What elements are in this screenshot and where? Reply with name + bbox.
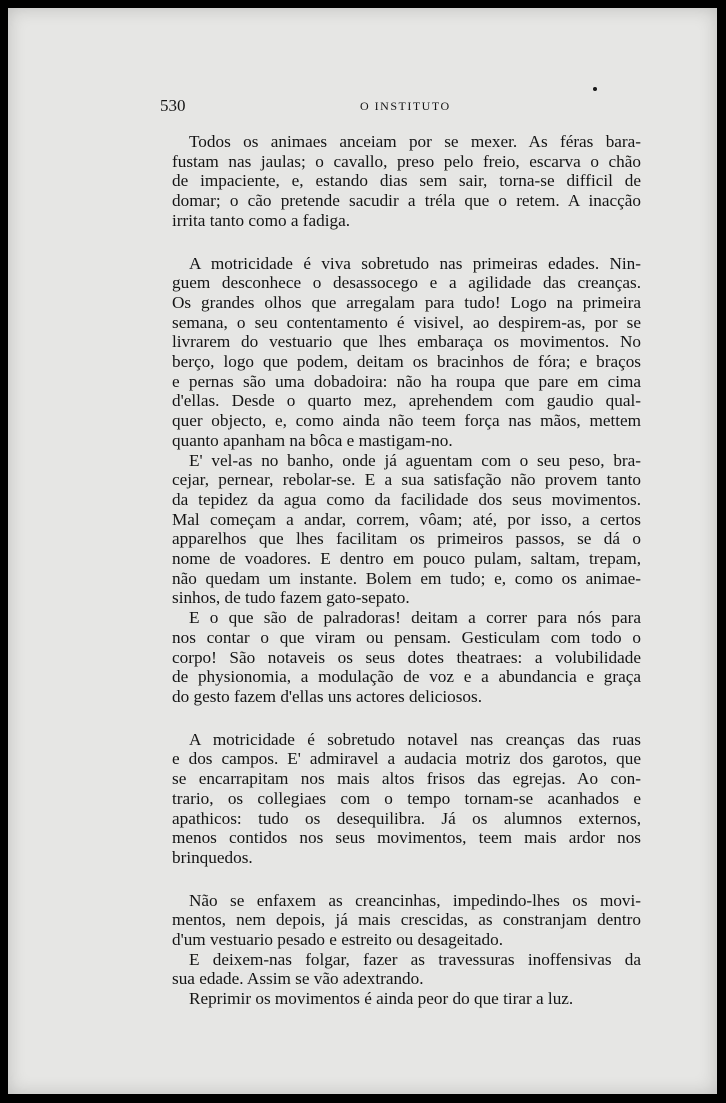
text-line: não quedam um instante. Bolem em tudo; e, como os animae-	[172, 568, 641, 588]
body-text	[172, 132, 641, 1009]
text-line: menos contidos nos seus movimentos, teem mais ardor nos	[172, 828, 641, 848]
paragraph	[172, 254, 641, 451]
paragraph-gap	[172, 707, 641, 730]
text-line: apathicos: tudo os desequilibra. Já os alumnos externos,	[172, 808, 641, 828]
book-page	[8, 8, 717, 1094]
text-line: domar; o cão pretende sacudir a tréla que o retem. A inacção	[172, 191, 641, 211]
text-line: trario, os collegiaes com o tempo tornam-se acanhados e	[172, 788, 641, 808]
text-line: e pernas são uma dobadoira: não ha roupa que pare em cima	[172, 371, 641, 391]
text-line: nos contar o que viram ou pensam. Gesticulam com todo o	[172, 627, 641, 647]
text-line: de impaciente, e, estando dias sem sair, torna-se difficil de	[172, 171, 641, 191]
page-number: 530	[160, 96, 186, 115]
text-line: apparelhos que lhes facilitam os primeiros passos, se dá o	[172, 529, 641, 549]
text-line: nome de voadores. E dentro em pouco pulam, saltam, trepam,	[172, 549, 641, 569]
text-line: berço, logo que podem, deitam os bracinhos de fóra; e braços	[172, 352, 641, 372]
running-title: O INSTITUTO	[360, 99, 451, 113]
text-line: do gesto fazem d'ellas uns actores deliciosos.	[172, 686, 482, 706]
text-line: A motricidade é viva sobretudo nas primeiras edades. Nin-	[189, 253, 641, 273]
page-header	[160, 98, 640, 116]
text-line: Todos os animaes anceiam por se mexer. As féras bara-	[189, 132, 641, 151]
text-line: e dos campos. E' admiravel a audacia motriz dos garotos, que	[172, 749, 641, 769]
paragraph	[172, 608, 641, 707]
text-line: irrita tanto como a fadiga.	[172, 210, 351, 230]
text-line: guem desconhece o desassocego e a agilidade das creanças.	[172, 273, 641, 293]
text-line: se encarrapitam nos mais altos frisos das egrejas. Ao con-	[172, 769, 641, 789]
text-line: A motricidade é sobretudo notavel nas creanças das ruas	[189, 729, 641, 749]
text-line: E o que são de palradoras! deitam a correr para nós para	[189, 608, 641, 628]
text-line: E deixem-nas folgar, fazer as travessuras inoffensivas da	[189, 949, 641, 969]
text-line: quer objecto, e, como ainda não teem força nas mãos, mettem	[172, 411, 641, 431]
text-line: d'um vestuario pesado e estreito ou desageitado.	[172, 930, 503, 950]
text-line: sua edade. Assim se vão adextrando.	[172, 969, 424, 989]
text-line: brinquedos.	[172, 847, 253, 867]
text-line: livrarem do vestuario que lhes embaraça os movimentos. No	[172, 332, 641, 352]
text-line: fustam nas jaulas; o cavallo, preso pelo freio, escarva o chão	[172, 151, 641, 171]
text-line: Os grandes olhos que arregalam para tudo! Logo na primeira	[172, 292, 641, 312]
text-line: d'ellas. Desde o quarto mez, aprehendem com gaudio qual-	[172, 391, 641, 411]
paragraph	[172, 730, 641, 868]
paragraph	[172, 989, 641, 1009]
paragraph	[172, 891, 641, 950]
text-line: Reprimir os movimentos é ainda peor do que tirar a luz.	[189, 989, 574, 1009]
text-line: de physionomia, a modulação de voz e a abundancia e graça	[172, 667, 641, 687]
text-line: corpo! São notaveis os seus dotes theatraes: a volubilidade	[172, 647, 641, 667]
text-line: E' vel-as no banho, onde já aguentam com o seu peso, bra-	[189, 450, 641, 470]
text-line: cejar, pernear, rebolar-se. E a sua satisfação não provem tanto	[172, 470, 641, 490]
text-line: Não se enfaxem as creancinhas, impedindo-lhes os movi-	[189, 890, 641, 910]
paragraph	[172, 950, 641, 989]
text-line: semana, o seu contentamento é visivel, ao despirem-as, por se	[172, 312, 641, 332]
paragraph	[172, 132, 641, 231]
paragraph-gap	[172, 231, 641, 254]
text-line: sinhos, de tudo fazem gato-sepato.	[172, 588, 410, 608]
text-line: mentos, nem depois, já mais crescidas, as constranjam dentro	[172, 910, 641, 930]
paragraph-gap	[172, 868, 641, 891]
text-line: da tepidez da agua como da facilidade dos seus movimentos.	[172, 489, 641, 509]
ink-speck	[593, 87, 597, 91]
paragraph	[172, 451, 641, 609]
text-line: quanto apanham na bôca e mastigam-no.	[172, 430, 453, 450]
text-line: Mal começam a andar, correm, vôam; até, por isso, a certos	[172, 509, 641, 529]
